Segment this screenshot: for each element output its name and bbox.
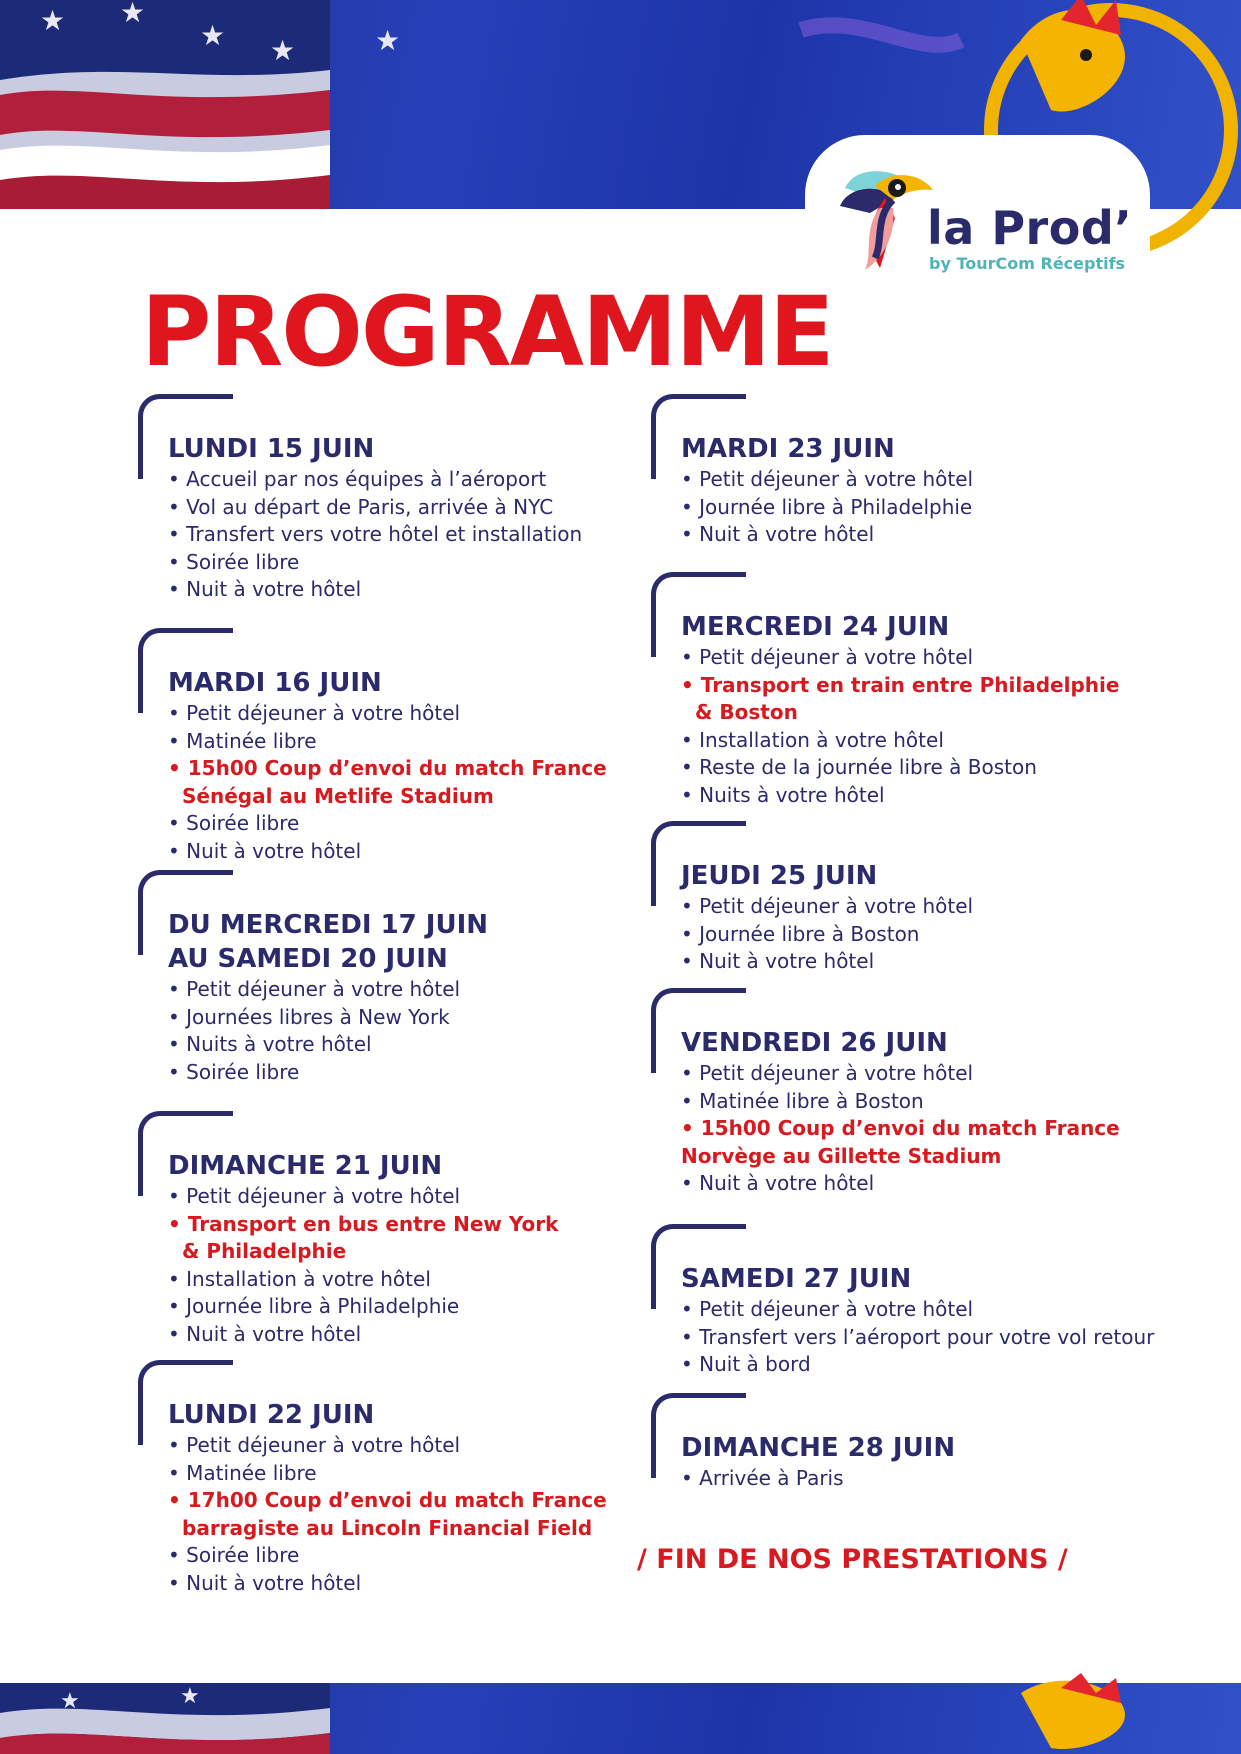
list-item: • Arrivée à Paris xyxy=(681,1466,844,1490)
highlight-line: • Transport en bus entre New York xyxy=(168,1211,559,1236)
american-flag-graphic xyxy=(0,1683,330,1754)
list-item: • Petit déjeuner à votre hôtel xyxy=(681,1061,974,1085)
transport-highlight-item xyxy=(168,1211,558,1266)
list-item: • Vol au départ de Paris, arrivée à NYC xyxy=(168,494,554,519)
list-item: • Nuits à votre hôtel xyxy=(681,782,885,807)
transport-highlight-item xyxy=(681,672,1119,727)
list-item: • Installation à votre hôtel xyxy=(168,1266,431,1291)
svg-text:★: ★ xyxy=(60,1689,80,1714)
list-item: • Reste de la journée libre à Boston xyxy=(681,755,1037,779)
svg-text:★: ★ xyxy=(40,4,66,37)
list-item: • Petit déjeuner à votre hôtel xyxy=(168,701,461,725)
list-item: • Transfert vers l’aéroport pour votre vol retour xyxy=(681,1324,1155,1349)
footer-banner xyxy=(0,1683,1241,1754)
list-item: • Petit déjeuner à votre hôtel xyxy=(168,1433,461,1457)
match-highlight-item xyxy=(681,1115,1120,1170)
list-item: • Matinée libre xyxy=(168,1460,317,1485)
list-item: • Nuit à votre hôtel xyxy=(168,838,362,863)
list-item: • Petit déjeuner à votre hôtel xyxy=(681,1297,974,1321)
list-item: • Nuit à bord xyxy=(681,1352,811,1376)
highlight-continuation: & Philadelphie xyxy=(182,1239,347,1263)
highlight-continuation: barragiste au Lincoln Financial Field xyxy=(182,1515,593,1540)
day-title xyxy=(168,908,488,976)
brand-name: la Prod’ xyxy=(927,201,1133,255)
day-title: DIMANCHE 21 JUIN xyxy=(168,1151,443,1181)
list-item: • Journée libre à Philadelphie xyxy=(681,494,973,519)
list-item: • Petit déjeuner à votre hôtel xyxy=(681,645,974,669)
day-block xyxy=(168,1398,607,1597)
day-block xyxy=(681,1026,1120,1198)
day-title: SAMEDI 27 JUIN xyxy=(681,1264,912,1294)
day-title: DIMANCHE 28 JUIN xyxy=(681,1433,956,1463)
day-block xyxy=(681,610,1119,809)
svg-text:★: ★ xyxy=(200,19,226,52)
list-item: • Soirée libre xyxy=(168,811,300,835)
brand-tagline: by TourCom Réceptifs xyxy=(929,254,1126,273)
list-item: • Nuit à votre hôtel xyxy=(681,1171,875,1195)
list-item: • Matinée libre xyxy=(168,728,317,753)
list-item: • Nuit à votre hôtel xyxy=(168,577,362,601)
list-item: • Petit déjeuner à votre hôtel xyxy=(681,467,974,491)
highlight-continuation: Sénégal au Metlife Stadium xyxy=(182,783,494,808)
highlight-continuation: & Boston xyxy=(695,700,798,724)
list-item: • Petit déjeuner à votre hôtel xyxy=(681,894,974,918)
day-block xyxy=(681,859,973,976)
day-block xyxy=(168,908,488,1086)
american-flag-graphic xyxy=(0,0,401,209)
list-item: • Soirée libre xyxy=(168,1543,300,1567)
day-title: LUNDI 15 JUIN xyxy=(168,434,375,464)
highlight-line: • 15h00 Coup d’envoi du match France xyxy=(168,756,607,780)
list-item: • Journée libre à Philadelphie xyxy=(168,1294,460,1318)
svg-text:★: ★ xyxy=(180,1684,200,1709)
day-title: VENDREDI 26 JUIN xyxy=(681,1028,948,1058)
day-block xyxy=(168,1149,558,1348)
day-title-line: AU SAMEDI 20 JUIN xyxy=(168,944,448,974)
toucan-logo-icon xyxy=(835,158,935,270)
list-item: • Journée libre à Boston xyxy=(681,921,920,946)
list-item: • Soirée libre xyxy=(168,549,300,574)
rooster-graphic xyxy=(721,1683,1241,1754)
list-item: • Journées libres à New York xyxy=(168,1004,450,1029)
list-item: • Petit déjeuner à votre hôtel xyxy=(168,977,461,1001)
day-block xyxy=(168,666,607,865)
list-item: • Nuit à votre hôtel xyxy=(168,1570,362,1595)
day-title: MARDI 16 JUIN xyxy=(168,668,382,698)
day-title: LUNDI 22 JUIN xyxy=(168,1400,375,1430)
list-item: • Accueil par nos équipes à l’aéroport xyxy=(168,467,547,491)
day-title: MERCREDI 24 JUIN xyxy=(681,612,950,642)
list-item: • Nuit à votre hôtel xyxy=(681,522,875,546)
svg-text:★: ★ xyxy=(120,0,146,29)
svg-text:★: ★ xyxy=(375,24,401,57)
page-title: PROGRAMME xyxy=(141,276,833,388)
list-item: • Nuit à votre hôtel xyxy=(681,949,875,973)
day-title: JEUDI 25 JUIN xyxy=(681,861,878,891)
day-block xyxy=(681,1262,1154,1379)
end-of-services-note: / FIN DE NOS PRESTATIONS / xyxy=(637,1544,1068,1575)
day-title: MARDI 23 JUIN xyxy=(681,434,895,464)
day-block xyxy=(681,1431,955,1493)
list-item: • Matinée libre à Boston xyxy=(681,1088,924,1113)
match-highlight-item xyxy=(168,1487,607,1542)
list-item: • Transfert vers votre hôtel et installation xyxy=(168,522,583,546)
svg-text:★: ★ xyxy=(270,34,296,67)
day-title-line: DU MERCREDI 17 JUIN xyxy=(168,910,489,940)
list-item: • Installation à votre hôtel xyxy=(681,727,944,752)
highlight-line: • 15h00 Coup d’envoi du match France xyxy=(681,1116,1120,1140)
list-item: • Petit déjeuner à votre hôtel xyxy=(168,1184,461,1208)
day-block xyxy=(168,432,582,604)
highlight-line: • 17h00 Coup d’envoi du match France xyxy=(168,1488,607,1512)
match-highlight-item xyxy=(168,755,607,810)
highlight-line: • Transport en train entre Philadelphie xyxy=(681,672,1120,697)
highlight-continuation: Norvège au Gillette Stadium xyxy=(681,1143,1002,1168)
day-block xyxy=(681,432,973,549)
list-item: • Soirée libre xyxy=(168,1059,300,1084)
list-item: • Nuits à votre hôtel xyxy=(168,1032,372,1056)
list-item: • Nuit à votre hôtel xyxy=(168,1321,362,1346)
